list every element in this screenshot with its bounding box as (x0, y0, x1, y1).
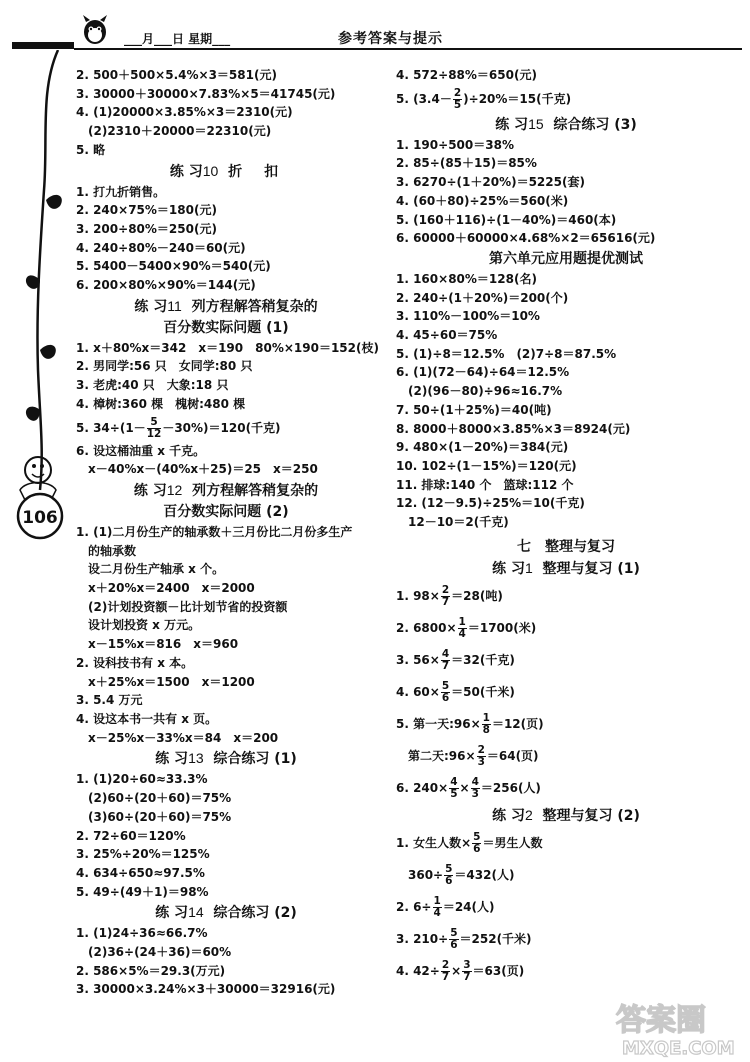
answer-line: 4. 60× $\frac{5}{6}$ ＝50(千米) (396, 679, 515, 704)
answer-line: 3. 210÷ $\frac{5}{6}$ ＝252(千米) (396, 926, 532, 951)
section-heading-7-1: 练 习1 整理与复习 (1) (492, 559, 640, 577)
answer-line: 1. (1)20÷60≈33.3% (76, 772, 208, 787)
section-subheading-12: 百分数实际问题 (2) (163, 503, 289, 520)
section-heading-14: 练 习14 综合练习 (2) (155, 904, 297, 922)
section-subheading-11: 百分数实际问题 (1) (163, 319, 289, 336)
section-title: 参考答案与提示 (338, 31, 443, 47)
answer-line: 2. 500＋500×5.4%×3＝581(元) (76, 68, 277, 82)
answer-line: 2. 240÷(1＋20%)＝200(个) (396, 290, 569, 305)
svg-text:答案圈: 答案圈 (616, 1003, 706, 1038)
answer-line: 2. 240×75%＝180(元) (76, 203, 217, 218)
fraction: $\frac{5}{12}$ (146, 415, 162, 440)
answer-line: 6. 240× $\frac{4}{5}$ × $\frac{4}{3}$ ＝256(人) (396, 775, 541, 800)
answer-line: 3. 老虎:40 只 大象:18 只 (76, 378, 229, 393)
watermark-icon (612, 996, 748, 1058)
fraction: $\frac{2}{7}$ (441, 583, 450, 608)
answer-line: 6. (1)(72－64)÷64＝12.5% (396, 365, 570, 380)
answer-line: 第二天:96× $\frac{2}{3}$ ＝64(页) (408, 743, 539, 768)
section-heading-7-2: 练 习2 整理与复习 (2) (492, 806, 640, 824)
answer-line: 1. (1)24÷36≈66.7% (76, 926, 208, 941)
answer-line: 2. 设科技书有 x 本。 (76, 655, 194, 670)
answer-line: 1. 98× $\frac{2}{7}$ ＝28(吨) (396, 583, 503, 608)
left-column (76, 66, 379, 999)
answer-line: 2. 6÷ $\frac{1}{4}$ ＝24(人) (396, 894, 495, 919)
answer-line: 12－10＝2(千克) (408, 515, 509, 530)
answer-line: 2. 6800× $\frac{1}{4}$ ＝1700(米) (396, 615, 537, 640)
answer-line: 4. 42÷ $\frac{2}{7}$ × $\frac{3}{7}$ ＝63(页) (396, 958, 525, 983)
date-field: ___月___日 星期___ (124, 32, 231, 46)
watermark-logo (612, 996, 748, 1058)
answer-line: 3. 25%÷20%＝125% (76, 847, 210, 862)
fraction: $\frac{3}{7}$ (463, 958, 471, 983)
answer-line: 3. 30000＋30000×7.83%×5＝41745(元) (76, 86, 336, 101)
answer-line: 5. 49÷(49＋1)＝98% (76, 884, 209, 899)
answer-line: 360÷ $\frac{5}{6}$ ＝432(人) (408, 862, 515, 887)
page-number-badge (16, 492, 64, 540)
right-column (396, 66, 736, 987)
answer-line: x－25%x－33%x＝84 x＝200 (88, 730, 279, 745)
answer-line: (3)60÷(20＋60)＝75% (88, 809, 232, 824)
fraction: $\frac{5}{6}$ (441, 679, 450, 704)
answer-line: 9. 480×(1－20%)＝384(元) (396, 440, 569, 455)
answer-line: 6. 设这桶油重 x 千克。 (76, 443, 206, 458)
answer-line: 11. 排球:140 个 篮球:112 个 (396, 477, 574, 492)
answer-line: 设计划投资 x 万元。 (88, 618, 201, 633)
fraction: $\frac{2}{5}$ (453, 86, 462, 111)
answer-line: 3. 5.4 万元 (76, 693, 143, 708)
fraction: $\frac{1}{4}$ (433, 894, 441, 919)
fraction: $\frac{4}{7}$ (441, 647, 450, 672)
answer-line: 4. (1)20000×3.85%×3＝2310(元) (76, 105, 293, 120)
answer-line: 3. 56× $\frac{4}{7}$ ＝32(千克) (396, 647, 515, 672)
fraction: $\frac{1}{4}$ (458, 615, 466, 640)
answer-line: 3. 200÷80%＝250(元) (76, 221, 217, 236)
answer-line: 1. 打九折销售。 (76, 184, 166, 199)
fraction: $\frac{5}{6}$ (450, 926, 458, 951)
header-bar (12, 42, 74, 49)
section-heading-11: 练 习11 列方程解答稍复杂的 (134, 297, 318, 315)
fraction: $\frac{1}{8}$ (482, 711, 490, 736)
answer-line: 3. 30000×3.24%×3＋30000＝32916(元) (76, 982, 336, 997)
answer-line: 4. 572÷88%＝650(元) (396, 68, 537, 82)
answer-line: 3. 110%－100%＝10% (396, 309, 540, 324)
answer-line: 1. 160×80%＝128(名) (396, 271, 537, 286)
answer-line: 4. 设这本书一共有 x 页。 (76, 711, 218, 726)
answer-line: 1. 190÷500＝38% (396, 137, 514, 152)
fraction: $\frac{5}{6}$ (473, 830, 481, 855)
answer-line: 4. 634÷650≈97.5% (76, 865, 205, 880)
fraction: $\frac{4}{5}$ (450, 775, 458, 800)
fraction: $\frac{2}{7}$ (441, 958, 450, 983)
answer-line: x＋25%x＝1500 x＝1200 (88, 674, 255, 689)
answer-line: 2. 男同学:56 只 女同学:80 只 (76, 359, 253, 374)
answer-line: 5. 第一天:96× $\frac{1}{8}$ ＝12(页) (396, 711, 544, 736)
answer-line: 4. 240÷80%－240＝60(元) (76, 240, 246, 255)
chapter-heading: 七 整理与复习 (517, 538, 615, 555)
answer-line: x－15%x＝816 x＝960 (88, 637, 239, 652)
answer-line: (2)计划投资额－比计划节省的投资额 (88, 599, 288, 614)
answer-line: 5. 略 (76, 142, 106, 157)
page-header (0, 30, 750, 60)
fraction: $\frac{4}{3}$ (471, 775, 479, 800)
answer-line: 4. 45÷60＝75% (396, 328, 498, 343)
answer-line: 5. 5400－5400×90%＝540(元) (76, 259, 271, 274)
answer-line: 的轴承数 (88, 543, 137, 558)
answer-line: 设二月份生产轴承 x 个。 (88, 562, 225, 577)
answer-line: (2)36÷(24＋36)＝60% (88, 945, 232, 960)
answer-line: 4. (60＋80)÷25%＝560(米) (396, 193, 569, 208)
section-heading-15: 练 习15 综合练习 (3) (495, 115, 637, 133)
answer-line: x－40%x－(40%x＋25)＝25 x＝250 (88, 462, 318, 477)
unit-test-heading: 第六单元应用题提优测试 (489, 250, 643, 267)
answer-line: 5. (160＋116)÷(1－40%)＝460(本) (396, 212, 617, 227)
fraction: $\frac{5}{6}$ (445, 862, 453, 887)
answer-line: 1. x＋80%x＝342 x＝190 80%×190＝152(枝) (76, 340, 379, 355)
answer-line: 5. (1)÷8＝12.5% (2)7÷8＝87.5% (396, 346, 617, 361)
section-heading-12: 练 习12 列方程解答稍复杂的 (133, 481, 319, 499)
header-rule (74, 48, 742, 50)
answer-line: 7. 50÷(1＋25%)＝40(吨) (396, 402, 552, 417)
svg-text:MXQE.COM: MXQE.COM (622, 1038, 735, 1058)
answer-line: 1. (1)二月份生产的轴承数＋三月份比二月份多生产 (76, 524, 353, 539)
answer-line: 5. (3.4－ $\frac{2}{5}$ )÷20%＝15(千克) (396, 86, 572, 111)
answer-line: 2. 586×5%＝29.3(万元) (76, 963, 226, 978)
answer-line: (2)2310＋20000＝22310(元) (88, 124, 272, 139)
section-heading-13: 练 习13 综合练习 (1) (155, 750, 297, 768)
answer-line: 2. 85÷(85＋15)＝85% (396, 156, 537, 171)
answer-line: 8. 8000＋8000×3.85%×3＝8924(元) (396, 421, 631, 436)
answer-line: 1. 女生人数× $\frac{5}{6}$ ＝男生人数 (396, 830, 543, 855)
answer-line: 3. 6270÷(1＋20%)＝5225(套) (396, 175, 585, 190)
answer-line: 6. 60000＋60000×4.68%×2＝65616(元) (396, 231, 656, 246)
section-heading-10: 练 习10 折 扣 (169, 162, 283, 180)
cartoon-mascot-icon (78, 14, 112, 48)
answer-line: 12. (12－9.5)÷25%＝10(千克) (396, 496, 585, 511)
answer-line: (2)60÷(20＋60)＝75% (88, 791, 232, 806)
answer-line: (2)(96－80)÷96≈16.7% (408, 384, 563, 399)
vine-decoration-icon (0, 50, 78, 550)
answer-line: 6. 200×80%×90%＝144(元) (76, 278, 256, 293)
answer-line: 5. 34÷(1－ $\frac{5}{12}$ －30%)＝120(千克) (76, 415, 281, 440)
answer-line: 2. 72÷60＝120% (76, 828, 186, 843)
answer-line: 4. 樟树:360 棵 槐树:480 棵 (76, 396, 246, 411)
page-number: 106 (22, 508, 58, 528)
answer-line: 10. 102÷(1－15%)＝120(元) (396, 458, 577, 473)
answer-line: x＋20%x＝2400 x＝2000 (88, 581, 255, 596)
fraction: $\frac{2}{3}$ (477, 743, 485, 768)
